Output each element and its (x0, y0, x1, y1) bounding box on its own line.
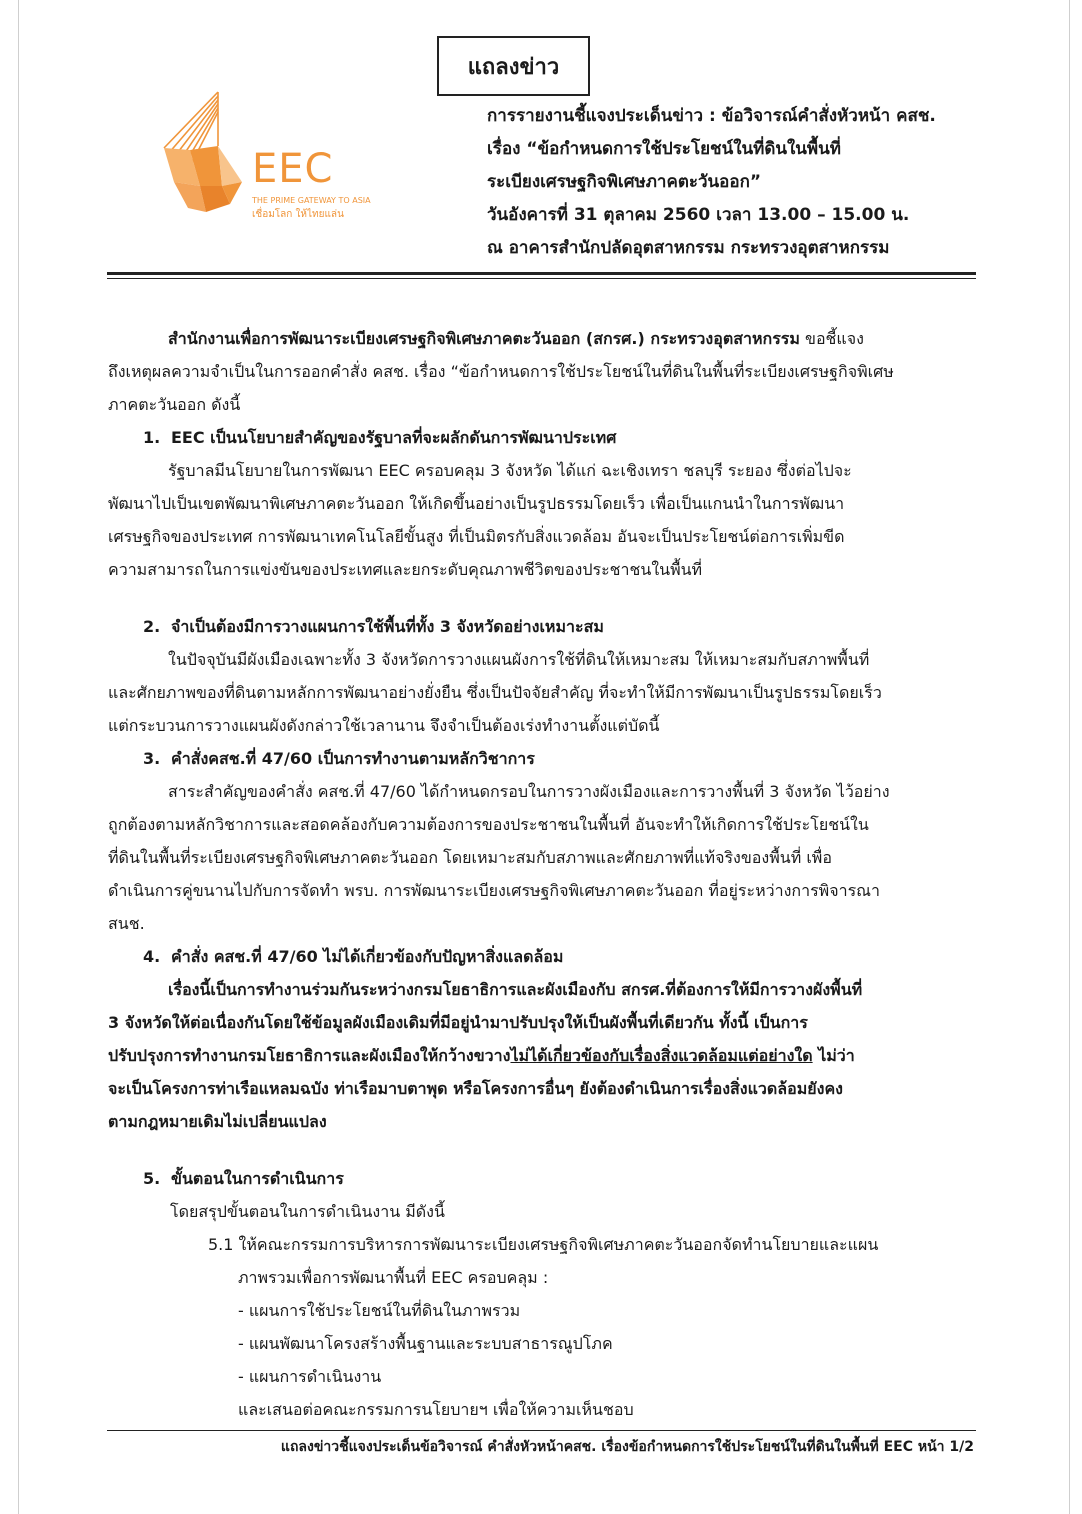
eec-logo (160, 86, 420, 220)
section-5-line: และเสนอต่อคณะกรรมการนโยบายฯ เพื่อให้ความเห็นชอบ (238, 1400, 634, 1419)
eec-logo-mark-icon (160, 86, 250, 216)
footer-divider (107, 1430, 976, 1431)
section-2-line: ในปัจจุบันมีผังเมืองเฉพาะทั้ง 3 จังหวัดการวางแผนผังการใช้ที่ดินให้เหมาะสม ให้เหมาะสมกับสภาพพื้นที่ (168, 650, 870, 669)
section-1-line: รัฐบาลมีนโยบายในการพัฒนา EEC ครอบคลุม 3 จังหวัด ได้แก่ ฉะเชิงเทรา ชลบุรี ระยอง ซึ่งต่อไปจะ (168, 461, 852, 480)
section-3-heading: 3. คำสั่งคสช.ที่ 47/60 เป็นการทำงานตามหลักวิชาการ (143, 749, 535, 768)
document-body (108, 322, 974, 1426)
logo-tagline-en: THE PRIME GATEWAY TO ASIA (252, 196, 371, 205)
page-right-edge (1069, 0, 1070, 1514)
section-1-line: พัฒนาไปเป็นเขตพัฒนาพิเศษภาคตะวันออก ให้เกิดขึ้นอย่างเป็นรูปธรรมโดยเร็ว เพื่อเป็นแกนนำในการพัฒนา (108, 494, 845, 513)
section-4-line: ตามกฎหมายเดิมไม่เปลี่ยนแปลง (108, 1112, 327, 1131)
header-line-5: ณ อาคารสำนักปลัดอุตสาหกรรม กระทรวงอุตสาหกรรม (487, 238, 890, 258)
intro-line-1: สำนักงานเพื่อการพัฒนาระเบียงเศรษฐกิจพิเศษภาคตะวันออก (สกรศ.) กระทรวงอุตสาหกรรม ขอชี้แจง (168, 329, 864, 348)
intro-line-2: ถึงเหตุผลความจำเป็นในการออกคำสั่ง คสช. เรื่อง “ข้อกำหนดการใช้ประโยชน์ในที่ดินในพื้นที่ระเบียงเศรษฐกิจพิเศษ (108, 362, 894, 381)
section-4-line: จะเป็นโครงการท่าเรือแหลมฉบัง ท่าเรือมาบตาพุด หรือโครงการอื่นๆ ยังต้องดำเนินการเรื่องสิ่งแวดล้อมยังคง (108, 1079, 843, 1098)
section-1-heading: 1. EEC เป็นนโยบายสำคัญของรัฐบาลที่จะผลักดันการพัฒนาประเทศ (143, 428, 617, 447)
page-footer: แถลงข่าวชี้แจงประเด็นข้อวิจารณ์ คำสั่งหัวหน้าคสช. เรื่องข้อกำหนดการใช้ประโยชน์ในที่ดินในพื้นที่ EEC หน้า 1/2 (280, 1439, 974, 1455)
header-divider-thin (107, 278, 976, 279)
intro-line-3: ภาคตะวันออก ดังนี้ (108, 395, 241, 414)
section-5-heading: 5. ขั้นตอนในการดำเนินการ (143, 1169, 344, 1188)
document-title: แถลงข่าว (467, 54, 560, 80)
section-1-line: เศรษฐกิจของประเทศ การพัฒนาเทคโนโลยีขั้นสูง ที่เป็นมิตรกับสิ่งแวดล้อม อันจะเป็นประโยชน์ต่อการเพิ่มขีด (108, 527, 845, 546)
section-4-line: 3 จังหวัดให้ต่อเนื่องกันโดยใช้ข้อมูลผังเมืองเดิมที่มีอยู่นำมาปรับปรุงให้เป็นผังพื้นที่เดียวกัน ทั้งนี้ เป็นการ (108, 1013, 808, 1032)
section-3-line: สนช. (108, 914, 145, 933)
section-4-line: เรื่องนี้เป็นการทำงานร่วมกันระหว่างกรมโยธาธิการและผังเมืองกับ สกรศ.ที่ต้องการให้มีการวางผังพื้นที่ (168, 980, 863, 999)
section-1-line: ความสามารถในการแข่งขันของประเทศและยกระดับคุณภาพชีวิตของประชาชนในพื้นที่ (108, 560, 703, 579)
section-2-line: และศักยภาพของที่ดินตามหลักการพัฒนาอย่างยั่งยืน ซึ่งเป็นปัจจัยสำคัญ ที่จะทำให้มีการพัฒนาเป็นรูปธรรมโดยเร็ว (108, 683, 882, 702)
section-4-heading: 4. คำสั่ง คสช.ที่ 47/60 ไม่ได้เกี่ยวข้องกับปัญหาสิ่งแลดล้อม (143, 947, 564, 966)
document-title-box (437, 36, 590, 96)
event-header (487, 100, 987, 265)
underlined-emphasis: ไม่ได้เกี่ยวข้องกับเรื่องสิ่งแวดล้อมแต่อย่างใด (510, 1046, 813, 1065)
logo-brand-text: EEC (252, 146, 334, 192)
section-3-line: ถูกต้องตามหลักวิชาการและสอดคล้องกับความต้องการของประชาชนในพื้นที่ อันจะทำให้เกิดการใช้ประโยชน์ใน (108, 815, 869, 834)
section-3-line: ที่ดินในพื้นที่ระเบียงเศรษฐกิจพิเศษภาคตะวันออก โดยเหมาะสมกับสภาพและศักยภาพที่แท้จริงของพื้นที่ เพื่อ (108, 848, 832, 867)
header-divider-thick (107, 272, 976, 275)
section-2-heading: 2. จำเป็นต้องมีการวางแผนการใช้พื้นที่ทั้ง 3 จังหวัดอย่างเหมาะสม (143, 617, 604, 636)
section-5-bullet: - แผนพัฒนาโครงสร้างพื้นฐานและระบบสาธารณูปโภค (238, 1334, 613, 1353)
header-line-4: วันอังคารที่ 31 ตุลาคม 2560 เวลา 13.00 – 15.00 น. (487, 205, 910, 225)
section-5-line: ภาพรวมเพื่อการพัฒนาพื้นที่ EEC ครอบคลุม : (238, 1268, 549, 1287)
section-4-line: ปรับปรุงการทำงานกรมโยธาธิการและผังเมืองให้กว้างขวางไม่ได้เกี่ยวข้องกับเรื่องสิ่งแวดล้อมแต่อย่างใด ไม่ว่า (108, 1046, 855, 1065)
section-3-line: ดำเนินการคู่ขนานไปกับการจัดทำ พรบ. การพัฒนาระเบียงเศรษฐกิจพิเศษภาคตะวันออก ที่อยู่ระหว่างการพิจารณา (108, 881, 880, 900)
header-line-3: ระเบียงเศรษฐกิจพิเศษภาคตะวันออก” (487, 172, 762, 192)
page-left-edge (18, 0, 19, 1514)
section-3-line: สาระสำคัญของคำสั่ง คสช.ที่ 47/60 ได้กำหนดกรอบในการวางผังเมืองและการวางพื้นที่ 3 จังหวัด ไว้อย่าง (168, 782, 890, 801)
section-5-line: 5.1 ให้คณะกรรมการบริหารการพัฒนาระเบียงเศรษฐกิจพิเศษภาคตะวันออกจัดทำนโยบายและแผน (208, 1235, 879, 1254)
header-line-2: เรื่อง “ข้อกำหนดการใช้ประโยชน์ในที่ดินในพื้นที่ (487, 139, 841, 159)
header-line-1: การรายงานชี้แจงประเด็นข่าว : ข้อวิจารณ์คำสั่งหัวหน้า คสช. (487, 106, 936, 126)
section-2-line: แต่กระบวนการวางแผนผังดังกล่าวใช้เวลานาน จึงจำเป็นต้องเร่งทำงานตั้งแต่บัดนี้ (108, 716, 660, 735)
section-5-bullet: - แผนการดำเนินงาน (238, 1367, 382, 1386)
section-5-line: โดยสรุปขั้นตอนในการดำเนินงาน มีดังนี้ (170, 1202, 445, 1221)
section-5-bullet: - แผนการใช้ประโยชน์ในที่ดินในภาพรวม (238, 1301, 521, 1320)
logo-tagline-th: เชื่อมโลก ให้ไทยแล่น (252, 209, 344, 220)
